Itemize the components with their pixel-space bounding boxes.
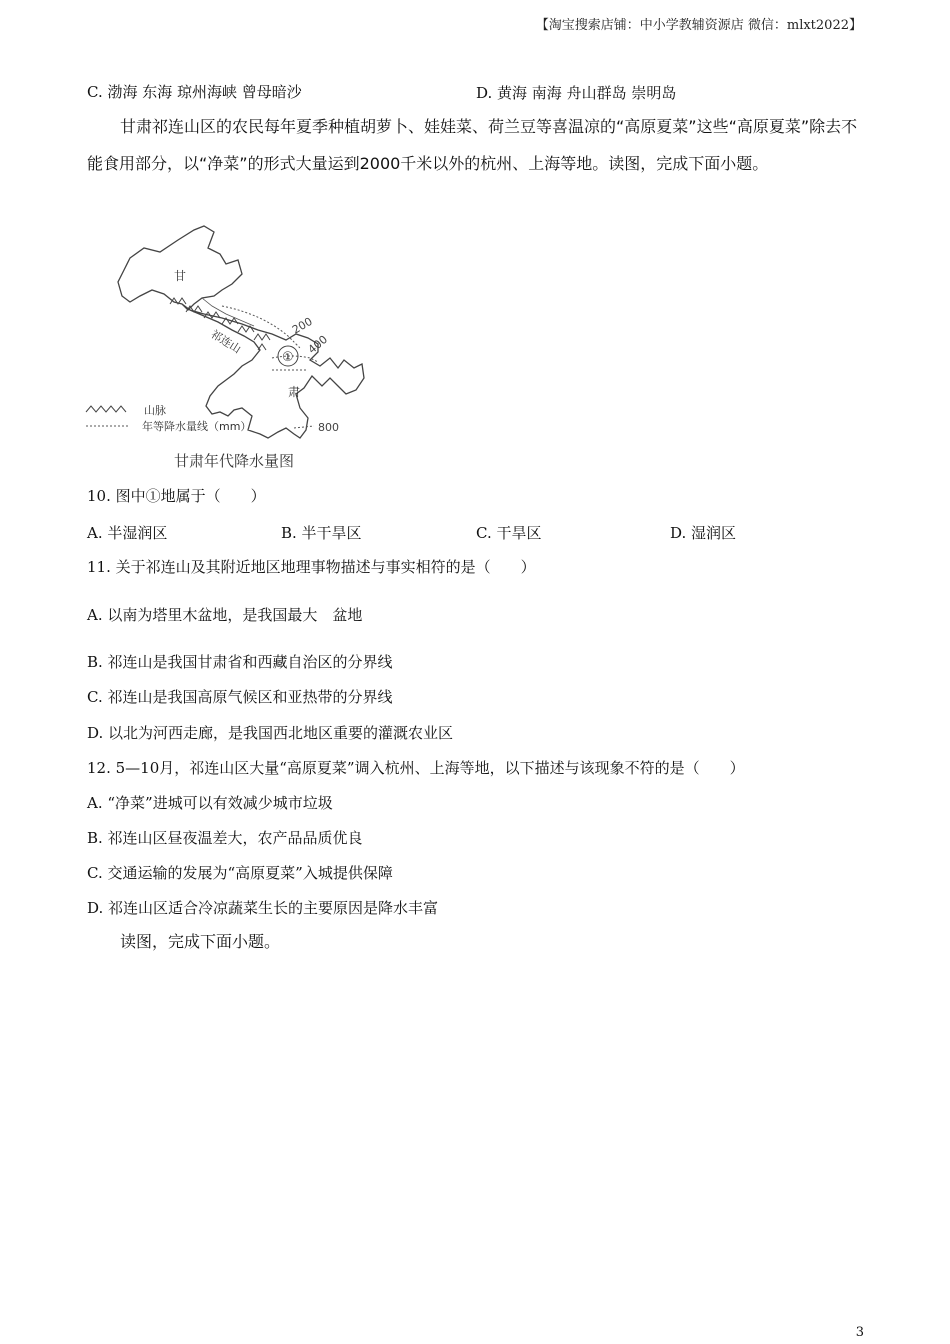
label-isoline-800: 800 xyxy=(318,421,339,434)
next-intro: 读图，完成下面小题。 xyxy=(120,932,281,951)
q10-stem: 10. 图中①地属于（ ） xyxy=(87,487,266,505)
page-number: 3 xyxy=(855,1325,864,1340)
q12-option-d: D. 祁连山区适合冷凉蔬菜生长的主要原因是降水丰富 xyxy=(87,899,439,917)
label-point-1: ① xyxy=(282,350,294,365)
legend-isoline-label: 年等降水量线（mm） xyxy=(142,420,252,433)
q12-stem: 12. 5—10月，祁连山区大量“高原夏菜”调入杭州、上海等地，以下描述与该现象不符的是（ ） xyxy=(87,759,745,777)
isoline-800 xyxy=(294,426,314,428)
q12-option-c: C. 交通运输的发展为“高原夏菜”入城提供保障 xyxy=(87,864,393,882)
q11-option-b: B. 祁连山是我国甘肃省和西藏自治区的分界线 xyxy=(87,653,393,671)
q11-option-c: C. 祁连山是我国高原气候区和亚热带的分界线 xyxy=(87,688,393,706)
option-c-prev: C. 渤海 东海 琼州海峡 曾母暗沙 xyxy=(87,83,302,101)
label-isoline-400: 400 xyxy=(305,332,331,357)
legend-mountain-label: 山脉 xyxy=(144,404,166,417)
gansu-precipitation-map xyxy=(82,218,372,470)
q10-option-d: D. 湿润区 xyxy=(670,524,737,542)
map-caption: 甘肃年代降水量图 xyxy=(174,452,295,470)
map-svg xyxy=(82,218,372,470)
intro-paragraph: 甘肃祁连山区的农民每年夏季种植胡萝卜、娃娃菜、荷兰豆等喜温凉的“高原夏菜”这些“高原夏菜”除去不能食用部分，以“净菜”的形式大量运到2000千米以外的杭州、上海等地。读图，完成下面小题。 xyxy=(87,117,858,173)
q11-stem: 11. 关于祁连山及其附近地区地理事物描述与事实相符的是（ ） xyxy=(87,558,536,576)
label-qilian: 祁连山 xyxy=(208,327,244,357)
label-isoline-200: 200 xyxy=(290,314,315,337)
page-header: 【淘宝搜索店铺：中小学教辅资源店 微信：mlxt2022】 xyxy=(535,18,862,33)
q10-option-c: C. 干旱区 xyxy=(476,524,542,542)
label-gan: 甘 xyxy=(174,269,187,283)
option-d-prev: D. 黄海 南海 舟山群岛 崇明岛 xyxy=(476,84,677,102)
q11-option-a: A. 以南为塔里木盆地，是我国最大 盆地 xyxy=(87,606,363,624)
q12-option-a: A. “净菜”进城可以有效减少城市垃圾 xyxy=(87,794,333,812)
legend-mountain-symbol xyxy=(86,406,126,412)
q10-option-a: A. 半湿润区 xyxy=(87,524,168,542)
q12-option-b: B. 祁连山区昼夜温差大，农产品品质优良 xyxy=(87,829,363,847)
label-su: 肃 xyxy=(288,385,301,399)
q11-option-d: D. 以北为河西走廊，是我国西北地区重要的灌溉农业区 xyxy=(87,724,454,742)
q10-option-b: B. 半干旱区 xyxy=(281,524,362,542)
